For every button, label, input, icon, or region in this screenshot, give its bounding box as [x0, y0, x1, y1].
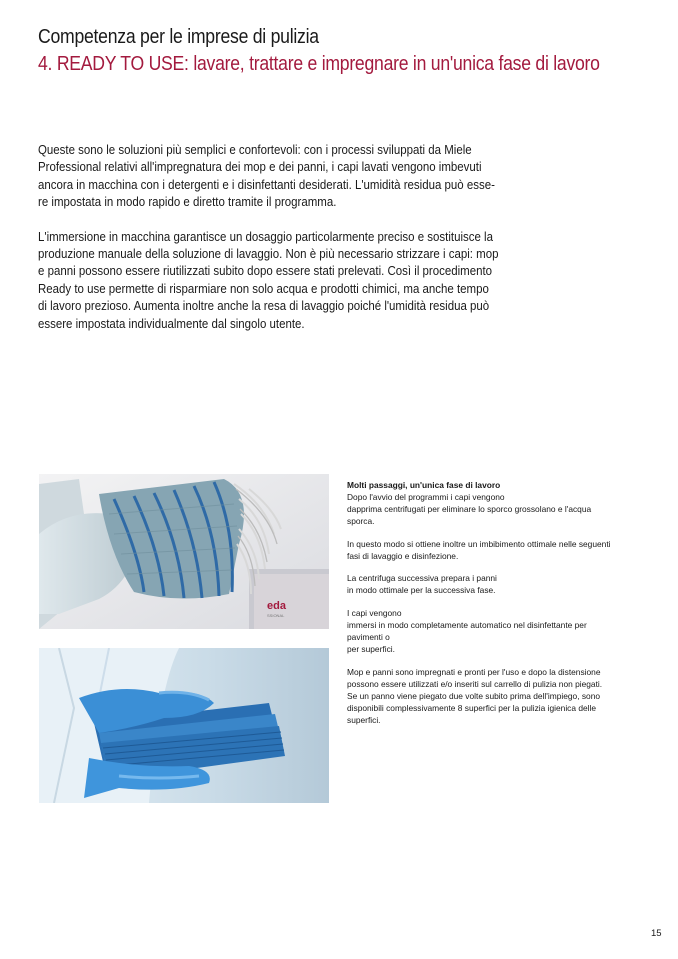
text-line: pavimenti o	[347, 632, 390, 643]
sidebar-paragraph-1	[347, 480, 667, 528]
text-line: in modo ottimale per la successiva fase.	[347, 585, 496, 596]
text-line: produzione manuale della soluzione di lavaggio. Non è più necessario strizzare i capi: mop	[38, 246, 499, 262]
text-line: e panni possono essere riutilizzati subito dopo essere stati prelevati. Così il procedimento	[38, 263, 493, 279]
intro-paragraph-2	[38, 228, 551, 332]
text-line: Queste sono le soluzioni più semplici e confortevoli: con i processi sviluppati da Miele	[38, 142, 472, 157]
page-title: Competenza per le imprese di pulizia	[38, 25, 319, 48]
intro-paragraph-1	[38, 141, 551, 211]
text-line: disponibili complessivamente 8 superfici per la pulizia igienica delle	[347, 702, 597, 713]
sidebar-paragraph-5	[347, 667, 667, 727]
section-title: 4. READY TO USE: lavare, trattare e impregnare in un'unica fase di lavoro	[38, 52, 600, 75]
sidebar-paragraph-4	[347, 608, 667, 656]
sidebar-text	[347, 480, 667, 737]
logo-text: eda	[267, 600, 286, 612]
text-line: Dopo l'avvio del programmi i capi vengono	[347, 491, 505, 502]
text-line: Mop e panni sono impregnati e pronti per l'uso e dopo la distensione	[347, 666, 601, 677]
intro-text	[38, 141, 551, 349]
page-number: 15	[651, 928, 662, 939]
text-line: possono essere utilizzati e/o inseriti sul carrello di pulizia non piegati.	[347, 678, 603, 689]
text-line: In questo modo si ottiene inoltre un imbibimento ottimale nelle seguenti	[347, 538, 611, 549]
text-line: immersi in modo completamente automatico nel disinfettante per	[347, 620, 587, 631]
text-line: per superfici.	[347, 643, 395, 654]
sidebar-heading: Molti passaggi, un'unica fase di lavoro	[347, 480, 501, 490]
text-line: fasi di lavaggio e disinfezione.	[347, 550, 459, 561]
cloths-photo	[39, 648, 329, 803]
text-line: essere impostata individualmente dal singolo utente.	[38, 315, 305, 331]
text-line: re impostata in modo rapido e diretto tramite il programma.	[38, 194, 337, 210]
logo-subtext: SSIONAL	[267, 613, 285, 618]
text-line: Ready to use permette di risparmiare non solo acqua e prodotti chimici, ma anche tempo	[38, 280, 489, 296]
mop-photo	[39, 474, 329, 629]
text-line: Professional relativi all'impregnatura dei mop e dei panni, i capi lavati vengono imbevuti	[38, 159, 482, 175]
text-line: di lavoro prezioso. Aumenta inoltre anche la resa di lavaggio poiché l'umidità residua può	[38, 298, 490, 314]
text-line: sporca.	[347, 515, 375, 526]
text-line: L'immersione in macchina garantisce un dosaggio particolarmente preciso e sostituisce la	[38, 228, 493, 244]
text-line: I capi vengono	[347, 608, 402, 619]
text-line: dapprima centrifugati per eliminare lo sporco grossolano e l'acqua	[347, 503, 592, 514]
text-line: ancora in macchina con i detergenti e i disinfettanti desiderati. L'umidità residua può esse-	[38, 176, 495, 192]
sidebar-paragraph-2	[347, 539, 667, 563]
sidebar-paragraph-3	[347, 573, 667, 597]
text-line: Se un panno viene piegato due volte subito prima dell'impiego, sono	[347, 690, 601, 701]
text-line: La centrifuga successiva prepara i panni	[347, 573, 497, 584]
text-line: superfici.	[347, 714, 381, 725]
